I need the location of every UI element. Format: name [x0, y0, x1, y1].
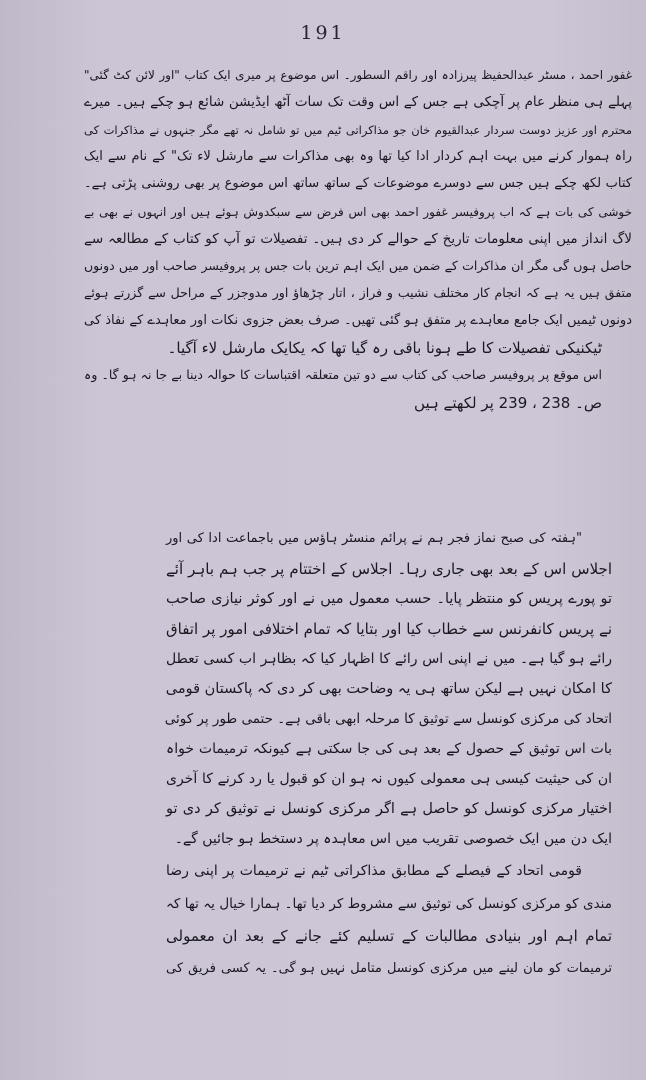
text-line: دونوں ٹیمیں ایک جامع معاہدے پر متفق ہو گئی تھیں۔ صرف بعض جزوی نکات اور معاہدے کے نفاذ کی	[84, 312, 632, 328]
page-number: 191	[300, 22, 346, 44]
text-line: اختیار مرکزی کونسل کو حاصل ہے اگر مرکزی کونسل نے توثیق کر دی تو	[166, 801, 612, 817]
text-line: بات اس توثیق کے حصول کے بعد ہی کی جا سکتی ہے کیونکہ ترمیمات خواہ	[166, 741, 612, 757]
text-line: "ہفتہ کی صبح نماز فجر ہم نے پرائم منسٹر ہاؤس میں باجماعت ادا کی اور	[166, 531, 582, 546]
text-line: اجلاس اس کے بعد بھی جاری رہا۔ اجلاس کے اختتام پر جب ہم باہر آئے	[166, 560, 612, 578]
text-line: نے پریس کانفرنس سے خطاب کیا اور بتایا کہ تمام اختلافی امور پر اتفاق	[166, 620, 612, 638]
text-line: راہ ہموار کرنے میں بہت اہم کردار ادا کیا تھا وہ بھی مذاکرات سے مارشل لاء تک" کے نام سے ایک	[84, 148, 632, 164]
text-line: خوشی کی بات ہے کہ اب پروفیسر غفور احمد بھی اس فرض سے سبکدوش ہوئے ہیں اور انہوں نے بھی بے	[84, 204, 632, 219]
text-line: پہلے ہی منظر عام پر آچکی ہے جس کے اس وقت تک سات آٹھ ایڈیشن شائع ہو چکے ہیں۔ میرے	[84, 94, 632, 111]
text-line: تو پورے پریس کو منتظر پایا۔ حسب معمول میں نے اور کوثر نیازی صاحب	[166, 591, 612, 607]
text-line: کتاب لکھ چکے ہیں جس سے دوسرے موضوعات کے ساتھ ساتھ اس موضوع پر بھی روشنی پڑتی ہے۔	[84, 176, 632, 192]
text-line: مندی کو مرکزی کونسل کی توثیق سے مشروط کر دیا تھا۔ ہمارا خیال یہ تھا کہ	[166, 895, 612, 912]
text-line: ان کی حیثیت کیسی ہی معمولی کیوں نہ ہو ان کو قبول یا رد کرنے کا آخری	[166, 771, 612, 787]
text-line: متفق ہیں یہ ہے کہ انجام کار مختلف نشیب و فراز ، اتار چڑھاؤ اور مدوجزر کے مراحل سے گزرتے ہوئے	[84, 285, 632, 301]
text-line: ٹیکنیکی تفصیلات کا طے ہونا باقی رہ گیا تھا کہ یکایک مارشل لاء آگیا۔	[167, 339, 602, 357]
text-line: تمام اہم اور بنیادی مطالبات کے تسلیم کئے جانے کے بعد ان معمولی	[166, 927, 612, 945]
text-line: رائے ہو گیا ہے۔ میں نے اپنی اس رائے کا اظہار کیا کہ بظاہر اب کسی تعطل	[166, 651, 612, 667]
text-line: محترم اور عزیز دوست سردار عبدالقیوم خان جو مذاکراتی ٹیم میں تو شامل نہ تھے مگر جنہوں نے مذاکرات کی	[84, 122, 632, 137]
text-line: غفور احمد ، مسٹر عبدالحفیظ پیرزادہ اور راقم السطور۔ اس موضوع پر میری ایک کتاب "اور لائن کٹ گئی"	[84, 68, 632, 82]
text-line: ترمیمات کو مان لینے میں مرکزی کونسل متامل نہیں ہو گی۔ یہ کسی فریق کی	[166, 960, 612, 976]
text-line: اس موقع پر پروفیسر صاحب کی کتاب سے دو تین متعلقہ اقتباسات کا حوالہ دینا بے جا نہ ہو گا۔ وہ	[84, 367, 602, 383]
text-line: ص۔ 238 ، 239 پر لکھتے ہیں	[414, 393, 602, 412]
text-line: قومی اتحاد کے فیصلے کے مطابق مذاکراتی ٹیم نے ترمیمات پر اپنی رضا	[166, 863, 582, 879]
text-line: اتحاد کی مرکزی کونسل سے توثیق کا مرحلہ ابھی باقی ہے۔ حتمی طور پر کوئی	[164, 711, 612, 727]
text-line: حاصل ہوں گی مگر ان مذاکرات کے ضمن میں ایک اہم ترین بات جس پر پروفیسر صاحب اور میں دونوں	[84, 258, 632, 274]
text-line: ایک دن میں ایک خصوصی تقریب میں اس معاہدہ پر دستخط ہو جائیں گے۔	[174, 831, 612, 847]
text-line: لاگ انداز میں اپنی معلومات تاریخ کے حوالے کر دی ہیں۔ تفصیلات تو آپ کو کتاب کے مطالعہ سے	[84, 230, 632, 247]
text-line: کا امکان نہیں ہے لیکن ساتھ ہی یہ وضاحت بھی کر دی کہ پاکستان قومی	[165, 681, 612, 697]
